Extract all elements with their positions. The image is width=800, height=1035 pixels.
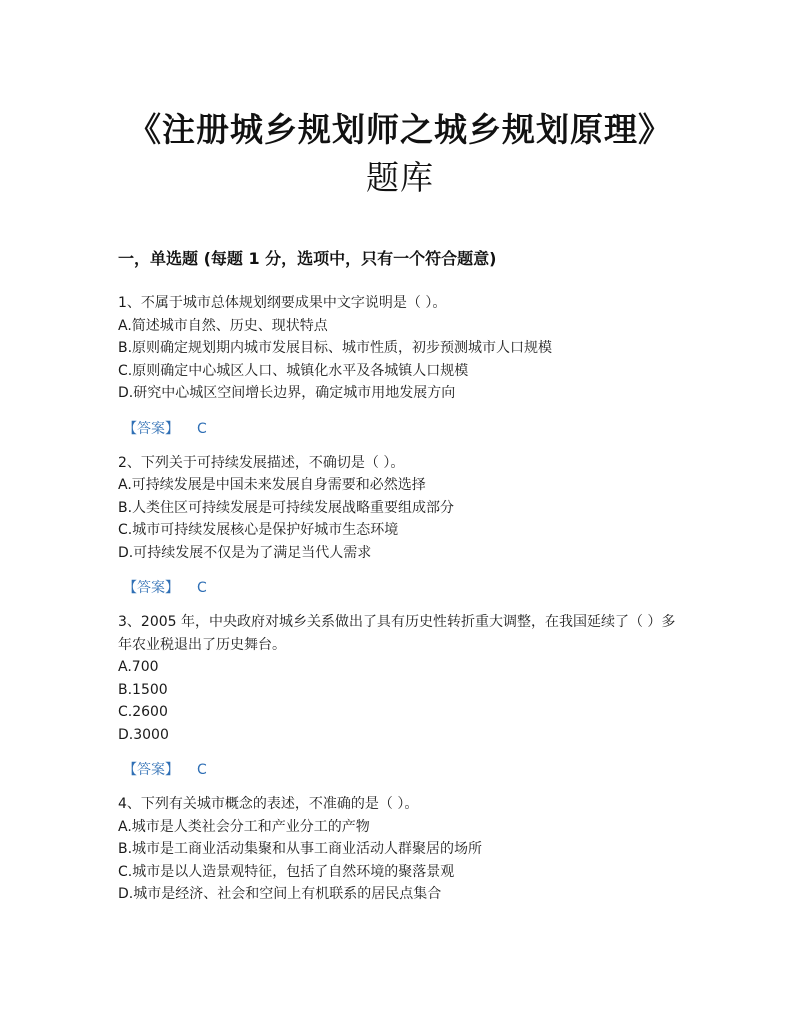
question-option-a: A.可持续发展是中国未来发展自身需要和必然选择 [118, 477, 426, 493]
question-option-c: C.2600 [118, 704, 168, 720]
section-heading: 一，单选题 (每题 1 分，选项中，只有一个符合题意) [118, 249, 497, 268]
question-option-b: B.1500 [118, 681, 168, 698]
question-option-d: D.城市是经济、社会和空间上有机联系的居民点集合 [118, 886, 442, 902]
question-list [118, 292, 688, 906]
question-stem: 1、不属于城市总体规划纲要成果中文字说明是（ ）。 [118, 295, 447, 311]
question-stem: 3、2005 年，中央政府对城乡关系做出了具有历史性转折重大调整，在我国延续了（ ）多年农业税退出了历史舞台。 [118, 614, 676, 653]
title-line-main: 《注册城乡规划师之城乡规划原理》 [128, 110, 672, 149]
question-stem: 4、下列有关城市概念的表述，不准确的是（ ）。 [118, 796, 419, 812]
answer-label: 【答案】 [123, 580, 179, 596]
question-option-d: D.可持续发展不仅是为了满足当代人需求 [118, 544, 372, 561]
question-2 [118, 452, 688, 600]
question-option-d: D.研究中心城区空间增长边界，确定城市用地发展方向 [118, 385, 456, 401]
question-stem: 2、下列关于可持续发展描述，不确切是（ ）。 [118, 454, 405, 471]
document-title [0, 106, 800, 202]
question-option-c: C.原则确定中心城区人口、城镇化水平及各城镇人口规模 [118, 362, 469, 379]
answer-line [123, 418, 688, 440]
question-option-c: C.城市是以人造景观特征，包括了自然环境的聚落景观 [118, 863, 455, 880]
question-option-a: A.简述城市自然、历史、现状特点 [118, 317, 328, 334]
title-line-sub: 题库 [366, 158, 434, 197]
question-option-a: A.城市是人类社会分工和产业分工的产物 [118, 818, 370, 835]
answer-value: C [197, 580, 207, 596]
answer-label: 【答案】 [123, 762, 179, 778]
answer-line [123, 759, 688, 781]
question-3 [118, 611, 688, 781]
question-4 [118, 793, 688, 906]
answer-label: 【答案】 [123, 420, 179, 437]
question-option-b: B.城市是工商业活动集聚和从事工商业活动人群聚居的场所 [118, 841, 483, 857]
question-1 [118, 292, 688, 440]
question-option-d: D.3000 [118, 726, 169, 743]
question-option-a: A.700 [118, 659, 159, 675]
question-option-c: C.城市可持续发展核心是保护好城市生态环境 [118, 522, 399, 538]
answer-line [123, 577, 688, 599]
question-option-b: B.原则确定规划期内城市发展目标、城市性质，初步预测城市人口规模 [118, 340, 553, 356]
question-option-b: B.人类住区可持续发展是可持续发展战略重要组成部分 [118, 499, 455, 516]
answer-value: C [197, 420, 207, 437]
answer-value: C [197, 762, 207, 778]
